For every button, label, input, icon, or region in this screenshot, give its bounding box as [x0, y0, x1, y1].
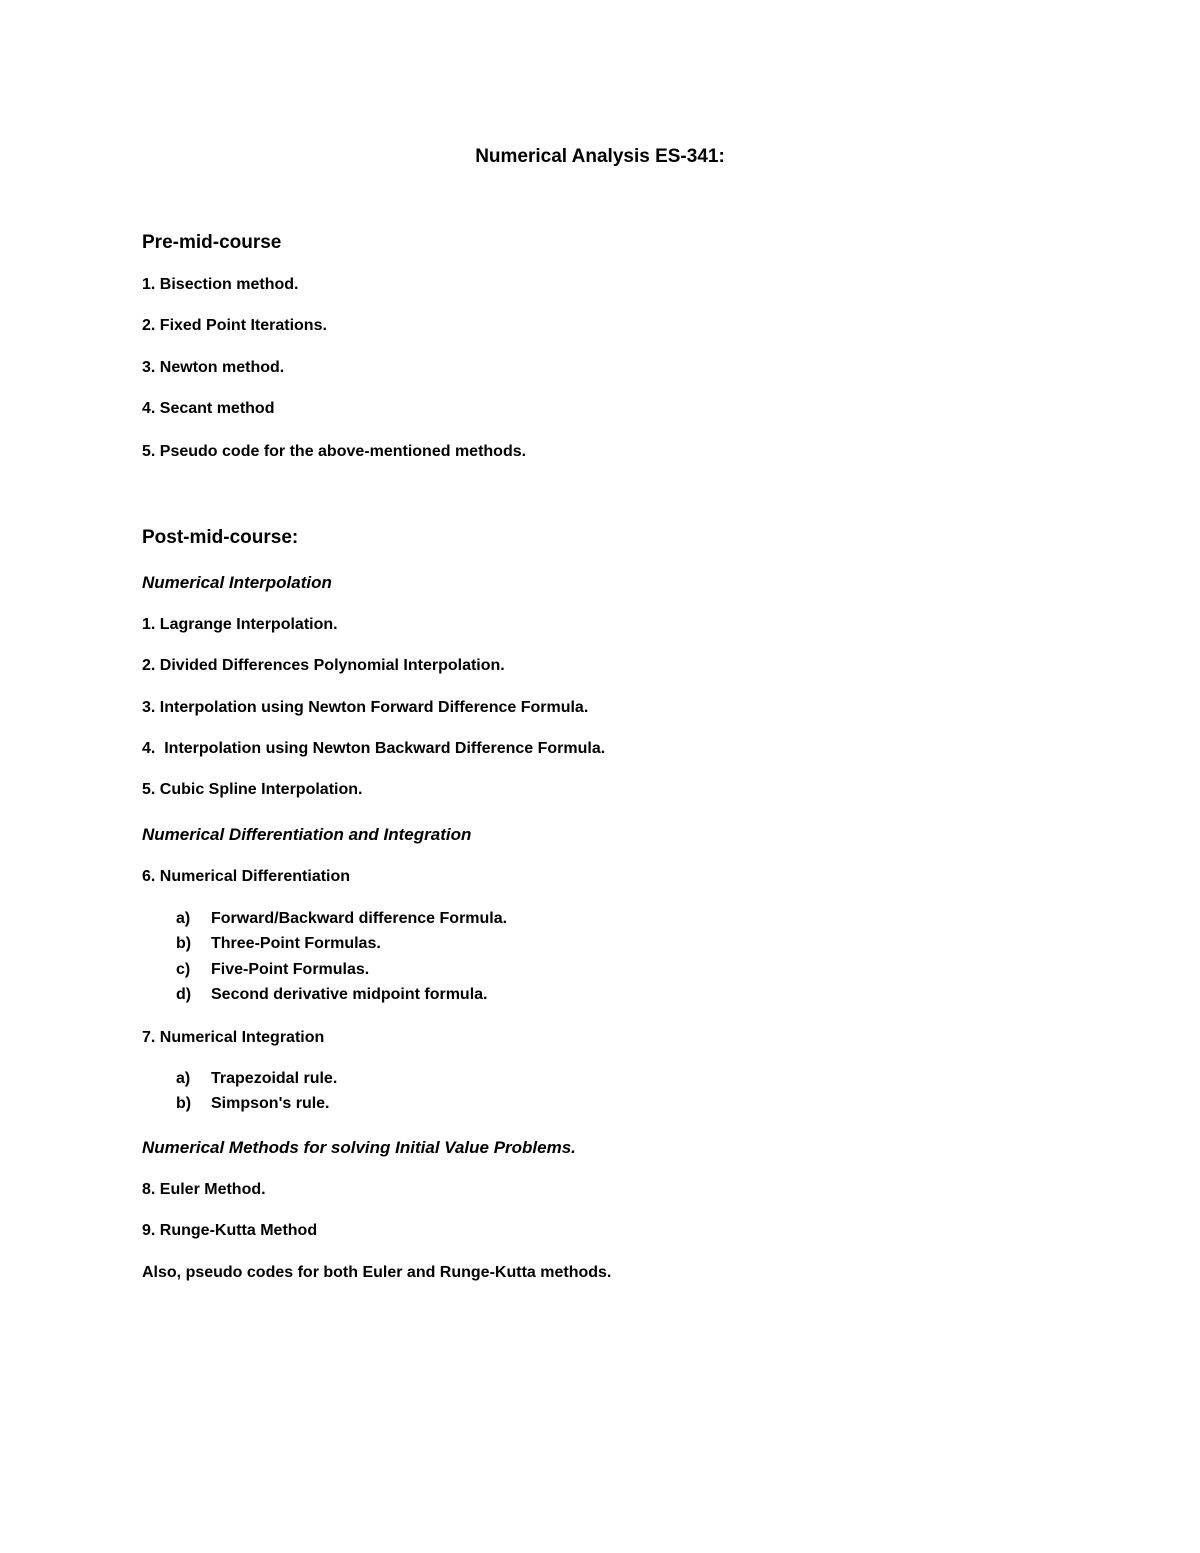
post-mid-course-heading: Post-mid-course: — [142, 527, 299, 548]
ivp-item-9: 9. Runge-Kutta Method — [142, 1222, 318, 1239]
differentiation-subitem-text: Forward/Backward difference Formula. — [211, 910, 508, 927]
differentiation-subitem-text: Five-Point Formulas. — [211, 961, 370, 978]
interpolation-item-1: 1. Lagrange Interpolation. — [142, 616, 338, 633]
differentiation-subitem-label: d) — [176, 986, 192, 1003]
document-title: Numerical Analysis ES-341: — [475, 146, 725, 167]
integration-subitem-text: Trapezoidal rule. — [211, 1070, 338, 1087]
interpolation-heading: Numerical Interpolation — [142, 573, 332, 592]
integration-subitem-label: b) — [176, 1095, 192, 1112]
interpolation-item-3: 3. Interpolation using Newton Forward Difference Formula. — [142, 699, 589, 716]
diff-int-heading: Numerical Differentiation and Integration — [142, 825, 472, 844]
interpolation-item-2: 2. Divided Differences Polynomial Interpolation. — [142, 657, 505, 674]
pre-item-2: 2. Fixed Point Iterations. — [142, 317, 327, 334]
integration-title: 7. Numerical Integration — [142, 1029, 325, 1046]
pre-item-3: 3. Newton method. — [142, 359, 285, 376]
ivp-heading: Numerical Methods for solving Initial Value Problems. — [142, 1138, 576, 1157]
differentiation-subitem-label: c) — [176, 961, 191, 978]
differentiation-subitem-text: Second derivative midpoint formula. — [211, 986, 488, 1003]
integration-subitem-text: Simpson's rule. — [211, 1095, 330, 1112]
integration-subitem-label: a) — [176, 1070, 191, 1087]
pre-item-1: 1. Bisection method. — [142, 276, 299, 293]
pre-item-5: 5. Pseudo code for the above-mentioned methods. — [142, 443, 527, 460]
differentiation-subitem-label: a) — [176, 910, 191, 927]
pre-mid-course-heading: Pre-mid-course — [142, 232, 282, 253]
differentiation-subitem-text: Three-Point Formulas. — [211, 935, 381, 952]
differentiation-subitem-label: b) — [176, 935, 192, 952]
ivp-item-8: 8. Euler Method. — [142, 1181, 266, 1198]
differentiation-title: 6. Numerical Differentiation — [142, 868, 351, 885]
interpolation-item-4: 4. Interpolation using Newton Backward Difference Formula. — [142, 740, 606, 757]
interpolation-item-5: 5. Cubic Spline Interpolation. — [142, 781, 363, 798]
ivp-note: Also, pseudo codes for both Euler and Runge-Kutta methods. — [142, 1264, 612, 1281]
pre-item-4: 4. Secant method — [142, 400, 275, 417]
